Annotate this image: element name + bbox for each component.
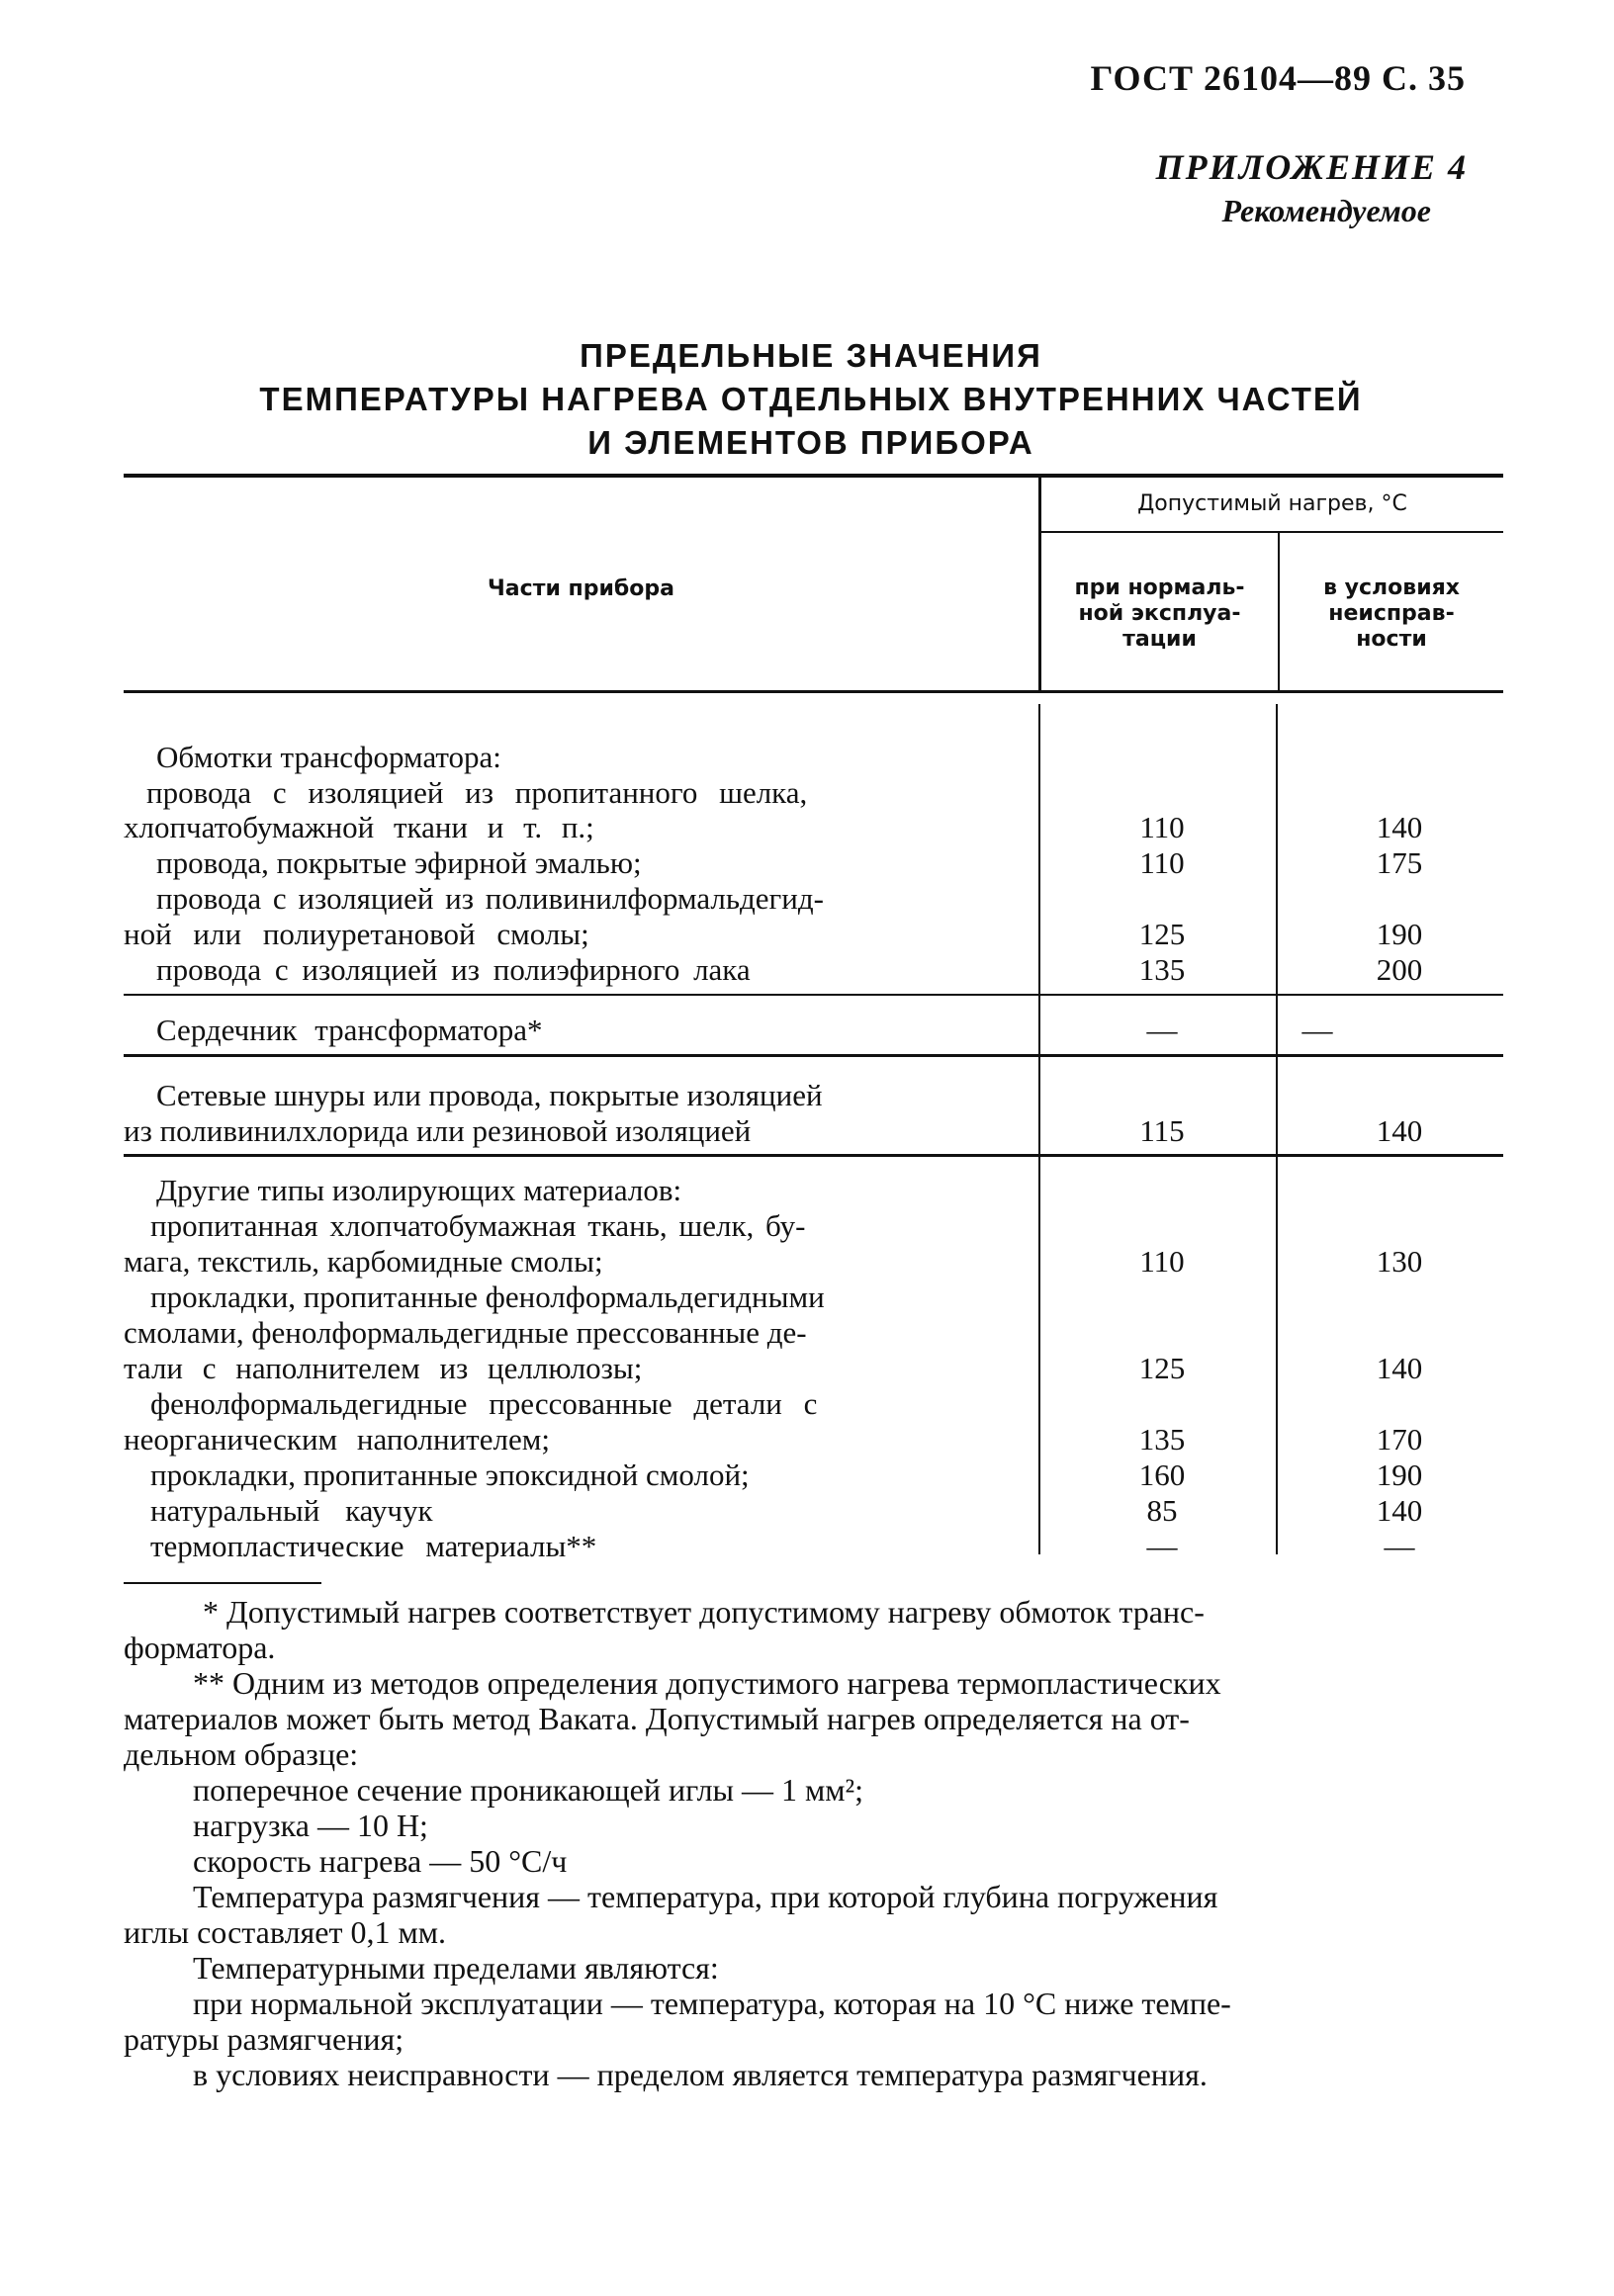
table-row-label: хлопчатобумажной ткани и т. п.;	[124, 810, 594, 844]
note-line: * Допустимый нагрев соответствует допустимому нагреву обмоток транс-	[203, 1594, 1205, 1630]
note-line: скорость нагрева — 50 °С/ч	[193, 1843, 568, 1879]
header-normal-operation: при нормаль- ной эксплуа- тации	[1074, 575, 1245, 652]
note-line: форматора.	[124, 1630, 276, 1665]
fault-value: 190	[1376, 1457, 1423, 1492]
normal-value: 110	[1139, 810, 1185, 844]
fault-value: 200	[1376, 952, 1423, 987]
notes-separator	[124, 1582, 321, 1584]
note-line: иглы составляет 0,1 мм.	[124, 1914, 446, 1950]
fault-value: —	[1384, 1529, 1415, 1563]
fault-value: 140	[1376, 810, 1423, 844]
note-line: Температура размягчения — температура, при которой глубина погружения	[193, 1879, 1218, 1914]
table-row-label: Обмотки трансформатора:	[156, 740, 501, 774]
table-row-label: Другие типы изолирующих материалов:	[156, 1173, 682, 1207]
note-line: Температурными пределами являются:	[193, 1950, 719, 1986]
normal-value: 110	[1139, 845, 1185, 880]
table-row-label: прокладки, пропитанные фенолформальдегидными	[150, 1280, 825, 1314]
table-row-label: натуральный каучук	[150, 1493, 433, 1528]
normal-value: 135	[1138, 1422, 1186, 1457]
group-rule	[124, 994, 1503, 996]
normal-value: 125	[1138, 1351, 1186, 1385]
table-row-label: прокладки, пропитанные эпоксидной смолой;	[150, 1457, 750, 1492]
normal-value: 85	[1146, 1493, 1178, 1528]
normal-value: —	[1146, 1013, 1178, 1047]
title-line: И ЭЛЕМЕНТОВ ПРИБОРА	[587, 424, 1034, 461]
normal-value: 135	[1138, 952, 1186, 987]
note-line: в условиях неисправности — пределом является температура размягчения.	[193, 2057, 1208, 2092]
table-row-label: из поливинилхлорида или резиновой изоляцией	[124, 1113, 752, 1148]
header-bottom-rule	[124, 690, 1503, 693]
note-line: ** Одним из методов определения допустимого нагрева термопластических	[193, 1665, 1221, 1701]
normal-value: 115	[1139, 1113, 1185, 1148]
table-row-label: провода с изоляцией из полиэфирного лака	[156, 952, 751, 987]
note-line: поперечное сечение проникающей иглы — 1 мм²;	[193, 1772, 864, 1808]
fault-value: 140	[1376, 1351, 1423, 1385]
note-line: материалов может быть метод Ваката. Допустимый нагрев определяется на от-	[124, 1701, 1190, 1736]
table-row-label: ной или полиуретановой смолы;	[124, 917, 589, 951]
normal-value: 125	[1138, 917, 1186, 951]
fault-value: 130	[1376, 1244, 1423, 1279]
note-line: дельном образце:	[124, 1736, 359, 1772]
document-header: ГОСТ 26104—89 С. 35	[1090, 58, 1466, 98]
group-rule	[124, 1154, 1503, 1157]
fault-value: 170	[1376, 1422, 1423, 1457]
note-line: нагрузка — 10 Н;	[193, 1808, 428, 1843]
table-row-label: неорганическим наполнителем;	[124, 1422, 550, 1457]
header-allowed-heating: Допустимый нагрев, °С	[1137, 491, 1407, 516]
table-row-label: пропитанная хлопчатобумажная ткань, шелк, бу-	[150, 1208, 806, 1243]
appendix-label: ПРИЛОЖЕНИЕ 4	[1155, 147, 1468, 187]
note-line: при нормальной эксплуатации — температура, которая на 10 °С ниже темпе-	[193, 1986, 1231, 2021]
table-row-label: смолами, фенолформальдегидные прессованные де-	[124, 1315, 807, 1350]
fault-value: 140	[1376, 1113, 1423, 1148]
normal-value: 110	[1139, 1244, 1185, 1279]
note-line: ратуры размягчения;	[124, 2021, 404, 2057]
title-line: ПРЕДЕЛЬНЫЕ ЗНАЧЕНИЯ	[580, 337, 1042, 374]
group-header-rule	[1041, 531, 1503, 533]
header-parts: Части прибора	[488, 576, 674, 601]
normal-value: —	[1146, 1529, 1178, 1563]
fault-value: 140	[1376, 1493, 1423, 1528]
table-row-label: термопластические материалы**	[150, 1529, 597, 1563]
table-row-label: провода с изоляцией из пропитанного шелка,	[146, 775, 808, 810]
appendix-status: Рекомендуемое	[1221, 193, 1431, 228]
document-title	[129, 334, 1493, 465]
title-line: ТЕМПЕРАТУРЫ НАГРЕВА ОТДЕЛЬНЫХ ВНУТРЕННИХ ЧАСТЕЙ	[259, 381, 1363, 417]
group-rule	[124, 1054, 1503, 1057]
normal-value: 160	[1138, 1457, 1186, 1492]
table-row-label: провода, покрытые эфирной эмалью;	[156, 845, 642, 880]
table-row-label: Сетевые шнуры или провода, покрытые изоляцией	[156, 1078, 823, 1112]
table-row-label: провода с изоляцией из поливинилформальдегид-	[156, 881, 824, 916]
header-fault-conditions: в условиях неисправ- ности	[1323, 575, 1460, 652]
table-top-rule	[124, 474, 1503, 478]
fault-value: 175	[1376, 845, 1423, 880]
fault-value: 190	[1376, 917, 1423, 951]
table-row-label: мага, текстиль, карбомидные смолы;	[124, 1244, 603, 1279]
table-row-label: Сердечник трансформатора*	[156, 1013, 543, 1047]
fault-value: —	[1301, 1013, 1333, 1047]
table-row-label: фенолформальдегидные прессованные детали с	[150, 1386, 818, 1421]
footnotes	[124, 1594, 1488, 2092]
table-row-label: тали с наполнителем из целлюлозы;	[124, 1351, 643, 1385]
